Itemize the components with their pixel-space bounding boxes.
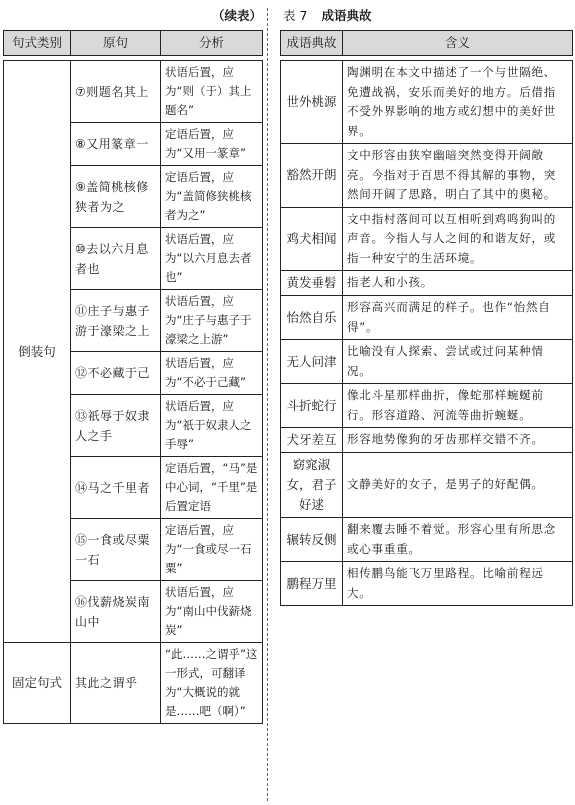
original-sentence: ⑦则题名其上	[71, 61, 161, 123]
original-sentence: ⑩去以六月息者也	[71, 228, 161, 290]
header-original: 原句	[71, 31, 161, 56]
table-row	[281, 453, 573, 518]
meaning-cell: 相传鹏鸟能飞万里路程。比喻前程远大。	[343, 562, 573, 606]
idiom-cell: 窈窕淑女，君子好逑	[281, 453, 343, 518]
original-sentence: ⑬祇辱于奴隶人之手	[71, 395, 161, 457]
table-row	[281, 296, 573, 340]
table-continued-caption: （续表）	[212, 8, 263, 23]
table-header-row	[4, 31, 263, 56]
table-header-row	[281, 31, 573, 56]
original-sentence: ⑪庄子与惠子游于濠梁之上	[71, 290, 161, 352]
meaning-cell: 翻来覆去睡不着觉。形容心里有所思念或心事重重。	[343, 518, 573, 562]
original-sentence: 其此之谓乎	[71, 643, 161, 724]
meaning-cell: 比喻没有人探索、尝试或过问某种情况。	[343, 340, 573, 384]
table-row	[281, 144, 573, 208]
analysis-cell: 状语后置，应为“庄子与惠子于濠梁之上游”	[161, 290, 263, 352]
idiom-cell: 鹏程万里	[281, 562, 343, 606]
original-sentence: ⑮一食或尽粟一石	[71, 519, 161, 581]
table-title: 成语典故	[321, 8, 372, 23]
analysis-cell: “此……之谓乎”这一形式，可翻译为“大概说的就是……吧（啊）”	[161, 643, 263, 724]
meaning-cell: 文静美好的女子，是男子的好配偶。	[343, 453, 573, 518]
analysis-cell: 定语后置，应为“盖简修狭桃核者为之”	[161, 166, 263, 228]
table-row	[281, 271, 573, 296]
table-row	[281, 428, 573, 453]
original-sentence: ⑯伐薪烧炭南山中	[71, 581, 161, 643]
analysis-cell: 状语后置，应为“南山中伐薪烧炭”	[161, 581, 263, 643]
idiom-cell: 无人问津	[281, 340, 343, 384]
original-sentence: ⑨盖简桃核修狭者为之	[71, 166, 161, 228]
original-sentence: ⑫不必藏于己	[71, 352, 161, 395]
meaning-cell: 文中指村落间可以互相听到鸡鸣狗叫的声音。今指人与人之间的和谐友好，或指一种安宁的生活环境。	[343, 207, 573, 271]
category-cell: 固定句式	[4, 643, 71, 724]
original-sentence: ⑧又用篆章一	[71, 123, 161, 166]
original-sentence: ⑭马之千里者	[71, 457, 161, 519]
meaning-cell: 像北斗星那样曲折，像蛇那样蜿蜒前行。形容道路、河流等曲折蜿蜒。	[343, 384, 573, 428]
meaning-cell: 形容高兴而满足的样子。也作“怡然自得”。	[343, 296, 573, 340]
table-row	[281, 207, 573, 271]
idiom-cell: 犬牙差互	[281, 428, 343, 453]
analysis-cell: 状语后置，应为“不必于己藏”	[161, 352, 263, 395]
analysis-cell: 状语后置，应为“以六月息去者也”	[161, 228, 263, 290]
analysis-cell: 定语后置，“马”是中心词，“千里”是后置定语	[161, 457, 263, 519]
idiom-cell: 豁然开朗	[281, 144, 343, 208]
column-divider	[267, 8, 268, 801]
idiom-cell: 世外桃源	[281, 61, 343, 144]
meaning-cell: 文中形容由狭窄幽暗突然变得开阔敞亮。今指对于百思不得其解的事物，突然间开阔了思路，明白了其中的奥秘。	[343, 144, 573, 208]
header-category: 句式类别	[4, 31, 71, 56]
idiom-cell: 斗折蛇行	[281, 384, 343, 428]
table-row	[281, 340, 573, 384]
idiom-cell: 黄发垂髫	[281, 271, 343, 296]
idiom-cell: 辗转反侧	[281, 518, 343, 562]
analysis-cell: 状语后置，应为“则（于）其上题名”	[161, 61, 263, 123]
meaning-cell: 指老人和小孩。	[343, 271, 573, 296]
table-row	[281, 61, 573, 144]
sentence-pattern-table	[3, 30, 263, 724]
table-number: 表 7	[283, 8, 308, 23]
analysis-cell: 状语后置，应为“祇于奴隶人之手辱”	[161, 395, 263, 457]
table-row	[281, 562, 573, 606]
table-row	[4, 61, 263, 123]
table-row	[281, 384, 573, 428]
meaning-cell: 陶渊明在本文中描述了一个与世隔绝、免遭战祸，安乐而美好的地方。后借指不受外界影响的地方或幻想中的美好世界。	[343, 61, 573, 144]
header-analysis: 分析	[161, 31, 263, 56]
table-row	[4, 643, 263, 724]
table-row	[281, 518, 573, 562]
header-idiom: 成语典故	[281, 31, 343, 56]
analysis-cell: 定语后置，应为“又用一篆章”	[161, 123, 263, 166]
table-7-caption	[283, 6, 371, 24]
idiom-table	[280, 30, 573, 606]
idiom-cell: 怡然自乐	[281, 296, 343, 340]
idiom-cell: 鸡犬相闻	[281, 207, 343, 271]
category-cell: 倒装句	[4, 61, 71, 643]
analysis-cell: 定语后置，应为“一食或尽一石粟”	[161, 519, 263, 581]
meaning-cell: 形容地势像狗的牙齿那样交错不齐。	[343, 428, 573, 453]
header-meaning: 含义	[343, 31, 573, 56]
